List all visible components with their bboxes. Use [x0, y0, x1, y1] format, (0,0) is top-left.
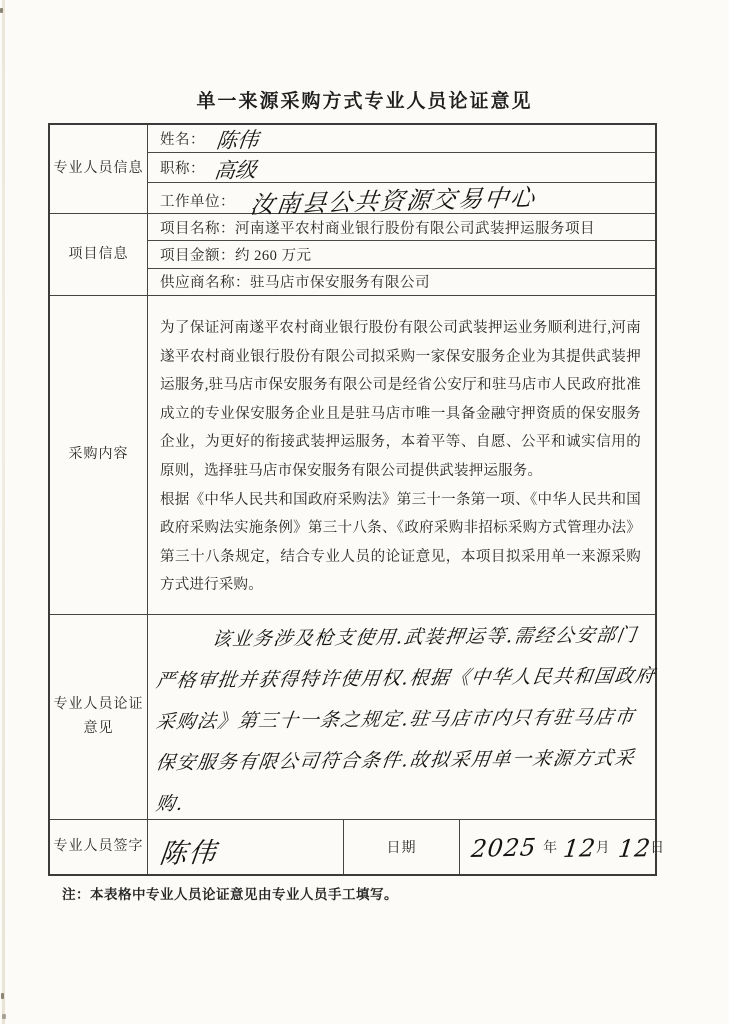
field-supplier — [148, 269, 655, 295]
procurement-paragraph-1: 为了保证河南遂平农村商业银行股份有限公司武装押运业务顺利进行,河南遂平农村商业银行股份有限公司拟采购一家保安服务企业为其提供武装押运服务,驻马店市保安服务有限公司是经省公安厅和驻马店市人民政府批准成立的专业保安服务企业且是驻马店市唯一具备金融守押资质的保安服务企业，为更好的衔接武装押运服务，本着平等、自愿、公平和诚实信用的原则，选择驻马店市保安服务有限公司提供武装押运服务。 — [160, 320, 641, 479]
name-label: 姓名： — [160, 132, 205, 148]
amount-label: 项目金额： — [160, 247, 235, 264]
amount-value: 约 260 万元 — [235, 247, 312, 264]
date-day-suffix: 日 — [650, 841, 666, 856]
expert-opinion-cell — [148, 615, 655, 819]
row-project-info — [50, 214, 655, 296]
row-signature-date — [50, 820, 666, 874]
date-day-handwritten: 12 — [616, 834, 653, 864]
date-month-suffix: 月 — [595, 841, 611, 856]
row-expert-opinion — [50, 615, 655, 820]
name-handwritten-value: 陈伟 — [214, 127, 260, 154]
supplier-label: 供应商名称： — [160, 275, 250, 292]
scan-speck — [0, 8, 3, 13]
scan-speck — [1, 993, 4, 999]
opinion-line: 严格审批并获得特许使用权.根据《中华人民共和国政府 — [154, 664, 657, 693]
project-name-value: 河南遂平农村商业银行股份有限公司武装押运服务项目 — [235, 220, 595, 237]
row-label-expert-opinion — [50, 615, 148, 819]
date-year-handwritten: 2025 — [469, 833, 539, 864]
opinion-line: 保安服务有限公司符合条件.故拟采用单一来源方式采 — [154, 746, 637, 775]
supplier-value: 驻马店市保安服务有限公司 — [250, 275, 430, 292]
date-month-handwritten: 12 — [561, 834, 598, 864]
date-year-suffix: 年 — [543, 841, 559, 856]
project-info-fields — [148, 214, 655, 295]
procurement-content-cell — [148, 296, 655, 614]
signature-label-cell: 专业人员签字 — [50, 820, 148, 874]
field-amount — [148, 241, 655, 268]
signature-handwritten: 陈伟 — [157, 836, 220, 870]
field-project-name — [148, 214, 655, 241]
title-handwritten-value: 高级 — [212, 157, 258, 184]
personnel-info-fields — [148, 125, 655, 220]
title-label: 职称： — [160, 161, 205, 177]
field-work-unit — [148, 183, 655, 220]
row-personnel-info — [50, 125, 655, 220]
opinion-line: 采购法》第三十一条之规定.驻马店市内只有驻马店市 — [154, 705, 637, 734]
opinion-handwritten-text — [148, 615, 655, 830]
scan-edge-artifact — [2, 0, 5, 1024]
work-unit-label: 工作单位： — [160, 193, 235, 210]
row-label-personnel-info: 专业人员信息 — [50, 125, 148, 213]
procurement-paragraphs — [148, 296, 655, 600]
date-value-cell — [460, 820, 665, 874]
opinion-label-line2: 意见 — [83, 721, 114, 736]
opinion-label-line1: 专业人员论证 — [53, 697, 144, 712]
page-title: 单一来源采购方式专业人员论证意见 — [196, 91, 533, 112]
project-name-label: 项目名称： — [160, 220, 235, 237]
row-procurement-content — [50, 296, 655, 615]
date-label-cell: 日期 — [344, 820, 460, 874]
row-label-project-info: 项目信息 — [50, 214, 148, 295]
scan-speck — [2, 1014, 6, 1019]
work-unit-handwritten-value: 汝南县公共资源交易中心 — [248, 183, 538, 220]
field-title — [148, 153, 655, 183]
form-table — [48, 123, 666, 876]
row-label-procurement-content: 采购内容 — [50, 296, 148, 614]
field-name — [148, 125, 655, 153]
footnote: 注：本表格中专业人员论证意见由专业人员手工填写。 — [62, 887, 398, 902]
procurement-paragraph-2: 根据《中华人民共和国政府采购法》第三十一条第一项、《中华人民共和国政府采购法实施条例》第三十八条、《政府采购非招标采购方式管理办法》第三十八条规定，结合专业人员的论证意见，本项目拟采用单一来源采购方式进行采购。 — [160, 491, 641, 594]
opinion-line: 该业务涉及枪支使用.武装押运等.需经公安部门 — [210, 623, 639, 651]
opinion-line: 购. — [154, 792, 186, 816]
